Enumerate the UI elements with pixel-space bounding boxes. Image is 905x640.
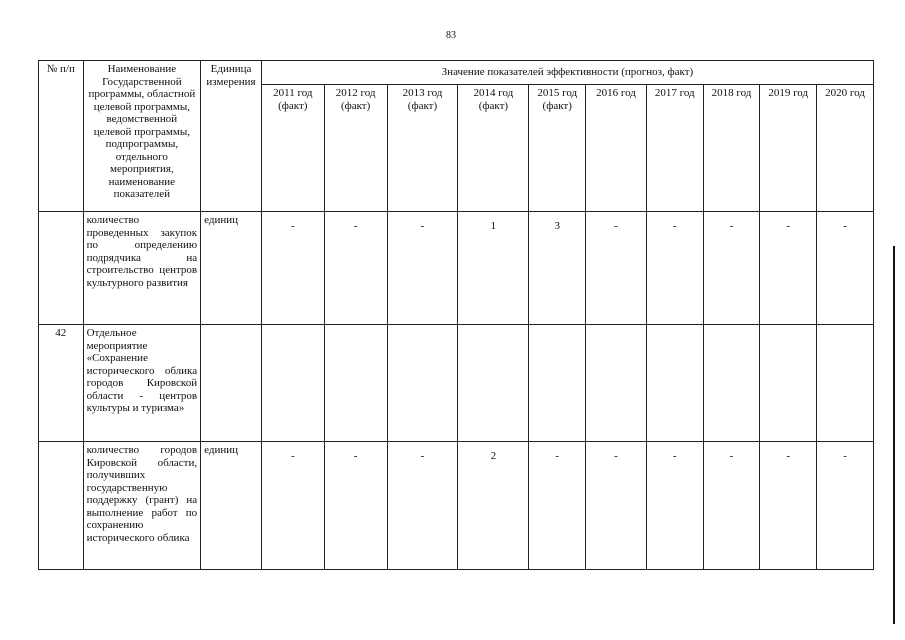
row-value xyxy=(458,325,529,442)
row-value xyxy=(324,325,387,442)
row-value: - xyxy=(586,442,647,570)
header-year: 2015 год (факт) xyxy=(529,85,586,212)
header-num: № п/п xyxy=(39,61,84,212)
row-num: 42 xyxy=(39,325,84,442)
row-value: 2 xyxy=(458,442,529,570)
row-unit xyxy=(201,325,262,442)
row-value: - xyxy=(261,212,324,325)
header-unit: Единица измерения xyxy=(201,61,262,212)
row-value: - xyxy=(703,442,760,570)
row-value: - xyxy=(387,212,458,325)
scan-edge-line xyxy=(893,246,895,624)
row-value: - xyxy=(586,212,647,325)
table-row xyxy=(39,212,874,325)
row-value xyxy=(817,325,874,442)
row-name: количество городов Кировской области, получивших государственную поддержку (грант) на выполнение работ по сохранению исторического облика xyxy=(83,442,201,570)
row-num xyxy=(39,212,84,325)
row-unit: единиц xyxy=(201,212,262,325)
header-year: 2019 год xyxy=(760,85,817,212)
header-year: 2013 год (факт) xyxy=(387,85,458,212)
row-value: - xyxy=(529,442,586,570)
page-number: 83 xyxy=(446,30,456,41)
header-year: 2011 год (факт) xyxy=(261,85,324,212)
row-value: - xyxy=(646,442,703,570)
row-name: количество проведенных закупок по определению подрядчика на строительство центров культурного развития xyxy=(83,212,201,325)
row-value: - xyxy=(646,212,703,325)
header-year: 2014 год (факт) xyxy=(458,85,529,212)
row-unit: единиц xyxy=(201,442,262,570)
row-value xyxy=(703,325,760,442)
row-value xyxy=(387,325,458,442)
row-value xyxy=(646,325,703,442)
row-value: - xyxy=(760,442,817,570)
table-row xyxy=(39,325,874,442)
header-year: 2017 год xyxy=(646,85,703,212)
row-value: - xyxy=(817,212,874,325)
row-value xyxy=(261,325,324,442)
row-name: Отдельное мероприятие «Сохранение исторического облика городов Кировской области - центров культуры и туризма» xyxy=(83,325,201,442)
row-value xyxy=(529,325,586,442)
row-value: - xyxy=(261,442,324,570)
row-value: - xyxy=(703,212,760,325)
row-num xyxy=(39,442,84,570)
row-value: 3 xyxy=(529,212,586,325)
table-row xyxy=(39,442,874,570)
row-value xyxy=(586,325,647,442)
indicators-table xyxy=(38,60,874,570)
header-year: 2020 год xyxy=(817,85,874,212)
row-value: - xyxy=(324,442,387,570)
row-value: - xyxy=(387,442,458,570)
header-name: Наименование Государственной программы, областной целевой программы, ведомственной целевой программы, подпрограммы, отдельного мероприятия, наименование показателей xyxy=(83,61,201,212)
row-value: - xyxy=(817,442,874,570)
row-value xyxy=(760,325,817,442)
row-value: 1 xyxy=(458,212,529,325)
header-year: 2016 год xyxy=(586,85,647,212)
header-year: 2018 год xyxy=(703,85,760,212)
header-year: 2012 год (факт) xyxy=(324,85,387,212)
row-value: - xyxy=(760,212,817,325)
row-value: - xyxy=(324,212,387,325)
header-values-group: Значение показателей эффективности (прогноз, факт) xyxy=(261,61,873,85)
